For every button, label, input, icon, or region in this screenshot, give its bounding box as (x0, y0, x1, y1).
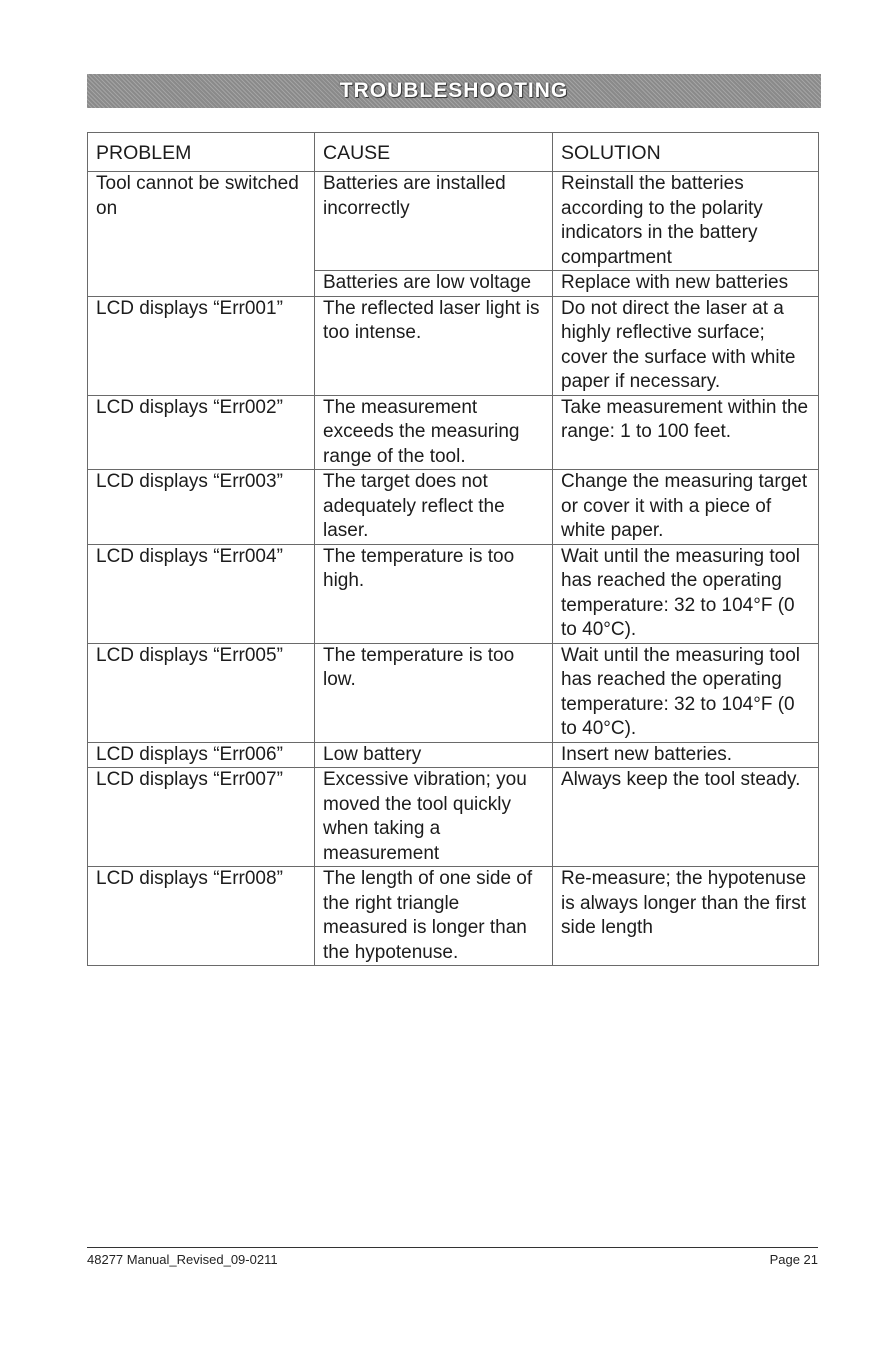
problem-cell: LCD displays “Err002” (88, 395, 315, 470)
problem-cell: LCD displays “Err005” (88, 643, 315, 742)
table-row (88, 768, 819, 867)
cause-cell: The measurement exceeds the measuring range of the tool. (315, 395, 553, 470)
solution-cell: Replace with new batteries (553, 271, 819, 297)
solution-cell: Reinstall the batteries according to the polarity indicators in the battery compartment (553, 172, 819, 271)
page-number: Page 21 (769, 1252, 818, 1267)
table-row (88, 395, 819, 470)
title-banner (87, 74, 821, 108)
table-row (88, 296, 819, 395)
cause-cell: Batteries are low voltage (315, 271, 553, 297)
table-header-row (88, 133, 819, 172)
problem-cell: LCD displays “Err007” (88, 768, 315, 867)
problem-cell: LCD displays “Err008” (88, 867, 315, 966)
problem-cell: LCD displays “Err003” (88, 470, 315, 545)
solution-cell: Always keep the tool steady. (553, 768, 819, 867)
column-header-solution: SOLUTION (553, 133, 819, 172)
table-row (88, 544, 819, 643)
cause-cell: Excessive vibration; you moved the tool quickly when taking a measurement (315, 768, 553, 867)
document-id: 48277 Manual_Revised_09-0211 (87, 1252, 278, 1267)
column-header-cause: CAUSE (315, 133, 553, 172)
solution-cell: Re-measure; the hypotenuse is always longer than the first side length (553, 867, 819, 966)
cause-cell: The temperature is too low. (315, 643, 553, 742)
column-header-problem: PROBLEM (88, 133, 315, 172)
solution-cell: Change the measuring target or cover it with a piece of white paper. (553, 470, 819, 545)
page-title: TROUBLESHOOTING (339, 79, 569, 102)
solution-cell: Do not direct the laser at a highly reflective surface; cover the surface with white paper if necessary. (553, 296, 819, 395)
table-row (88, 172, 819, 271)
cause-cell: The reflected laser light is too intense. (315, 296, 553, 395)
table-row (88, 643, 819, 742)
solution-cell: Wait until the measuring tool has reached the operating temperature: 32 to 104°F (0 to 40°C). (553, 544, 819, 643)
solution-cell: Insert new batteries. (553, 742, 819, 768)
solution-cell: Wait until the measuring tool has reached the operating temperature: 32 to 104°F (0 to 40°C). (553, 643, 819, 742)
page-footer (87, 1247, 818, 1267)
problem-cell: LCD displays “Err004” (88, 544, 315, 643)
table-row (88, 742, 819, 768)
problem-cell: LCD displays “Err001” (88, 296, 315, 395)
cause-cell: Batteries are installed incorrectly (315, 172, 553, 271)
problem-cell: LCD displays “Err006” (88, 742, 315, 768)
table-row (88, 470, 819, 545)
cause-cell: The target does not adequately reflect the laser. (315, 470, 553, 545)
problem-cell: Tool cannot be switched on (88, 172, 315, 297)
cause-cell: Low battery (315, 742, 553, 768)
cause-cell: The temperature is too high. (315, 544, 553, 643)
troubleshooting-table (87, 132, 819, 966)
cause-cell: The length of one side of the right triangle measured is longer than the hypotenuse. (315, 867, 553, 966)
table-row (88, 867, 819, 966)
solution-cell: Take measurement within the range: 1 to 100 feet. (553, 395, 819, 470)
